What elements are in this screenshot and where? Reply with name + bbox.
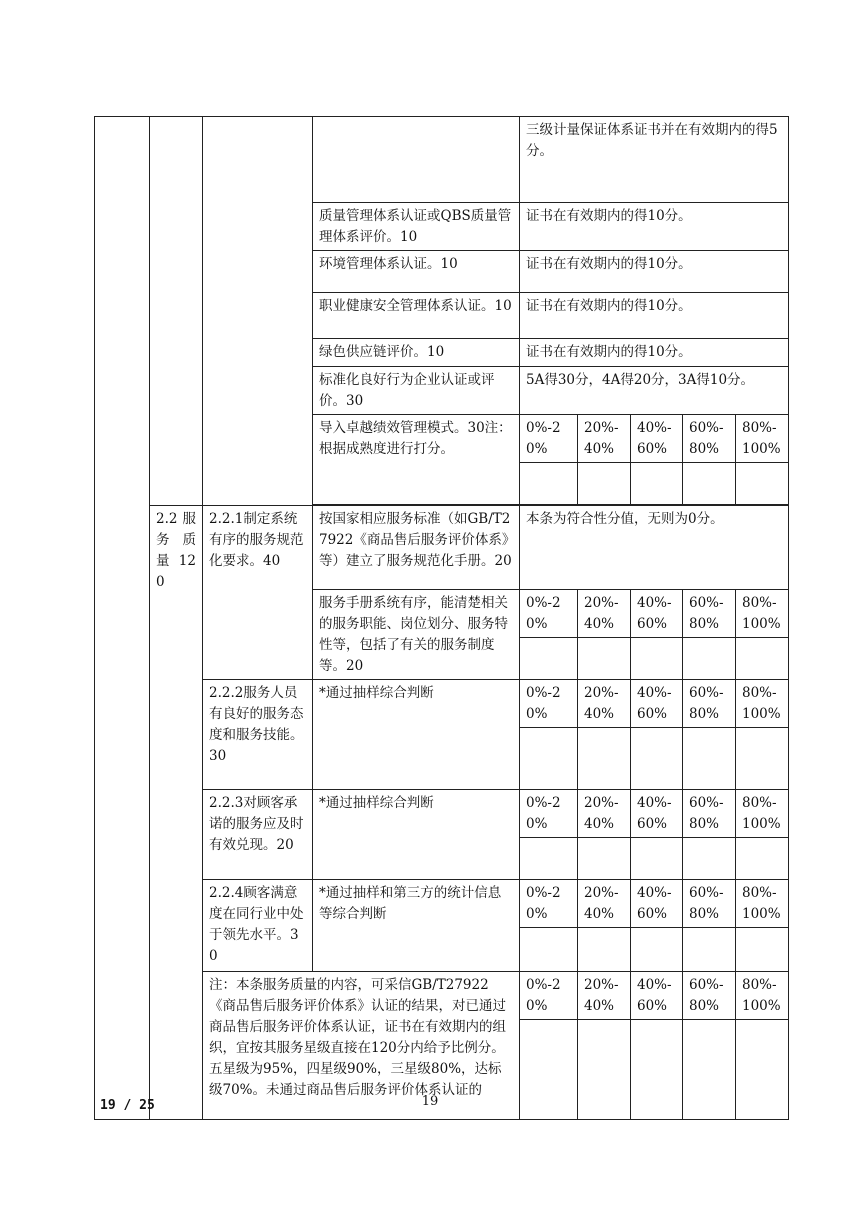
page-number: 19 (421, 1094, 439, 1109)
score-blank (631, 728, 683, 790)
item-quality-management: 质量管理体系认证或QBS质量管理体系评价。10 (313, 203, 520, 251)
score-range: 20%-40% (578, 590, 631, 638)
eval-2-2-1-a: 本条为符合性分值，无则为0分。 (520, 506, 789, 590)
item-cell-row0 (313, 117, 520, 203)
score-range: 40%-60% (631, 680, 683, 728)
item-green-supply-chain: 绿色供应链评价。10 (313, 339, 520, 367)
score-range: 20%-40% (578, 790, 631, 838)
score-blank (520, 463, 578, 505)
item-2-2-1-b: 服务手册系统有序，能清楚相关的服务职能、岗位划分、服务特性等，包括了有关的服务制度等。20 (313, 590, 520, 680)
score-range: 60%-80% (683, 680, 736, 728)
eval-environment-management: 证书在有效期内的得10分。 (520, 251, 789, 293)
score-blank (683, 928, 736, 972)
eval-standardization: 5A得30分，4A得20分，3A得10分。 (520, 367, 789, 415)
item-2-2-1-a: 按国家相应服务标准（如GB/T27922《商品售后服务评价体系》等）建立了服务规范化手册。20 (313, 506, 520, 590)
score-blank (683, 728, 736, 790)
score-blank (683, 463, 736, 505)
item-environment-management: 环境管理体系认证。10 (313, 251, 520, 293)
score-blank (520, 638, 578, 680)
score-blank (631, 838, 683, 880)
score-blank (631, 463, 683, 505)
scoring-table (94, 116, 789, 1120)
score-range: 0%-20% (520, 972, 578, 1020)
score-range: 0%-20% (520, 680, 578, 728)
item-excellence-performance: 导入卓越绩效管理模式。30注：根据成熟度进行打分。 (313, 415, 520, 505)
score-blank (736, 728, 789, 790)
clause-2-2-2: 2.2.2服务人员有良好的服务态度和服务技能。30 (203, 680, 313, 790)
item-2-2-2: *通过抽样综合判断 (313, 680, 520, 790)
category-column-cell (95, 117, 150, 1120)
section-2-2-label: 2.2 服 务 质 量 120 (150, 506, 203, 1120)
clause-2-2-1: 2.2.1制定系统有序的服务规范化要求。40 (203, 506, 313, 680)
score-range: 80%-100% (736, 972, 789, 1020)
clause-2-2-3: 2.2.3对顾客承诺的服务应及时有效兑现。20 (203, 790, 313, 880)
score-blank (520, 928, 578, 972)
item-2-2-3: *通过抽样综合判断 (313, 790, 520, 880)
score-blank (683, 638, 736, 680)
score-range: 20%-40% (578, 680, 631, 728)
score-range: 60%-80% (683, 415, 736, 463)
score-range: 0%-20% (520, 790, 578, 838)
score-range: 0%-20% (520, 880, 578, 928)
score-range: 0%-20% (520, 590, 578, 638)
score-range: 0%-20% (520, 415, 578, 463)
score-range: 80%-100% (736, 790, 789, 838)
item-occupational-health: 职业健康安全管理体系认证。10 (313, 293, 520, 339)
score-range: 60%-80% (683, 880, 736, 928)
score-range: 80%-100% (736, 590, 789, 638)
eval-cell-row0: 三级计量保证体系证书并在有效期内的得5分。 (520, 117, 789, 203)
score-range: 20%-40% (578, 415, 631, 463)
item-standardization: 标准化良好行为企业认证或评价。30 (313, 367, 520, 415)
eval-occupational-health: 证书在有效期内的得10分。 (520, 293, 789, 339)
score-range: 40%-60% (631, 590, 683, 638)
score-blank (736, 638, 789, 680)
score-range: 40%-60% (631, 972, 683, 1020)
score-range: 80%-100% (736, 880, 789, 928)
score-blank (578, 838, 631, 880)
item-2-2-4: *通过抽样和第三方的统计信息等综合判断 (313, 880, 520, 972)
subcategory-cell-2-1 (150, 117, 203, 506)
score-blank (520, 728, 578, 790)
score-blank (631, 638, 683, 680)
score-blank (520, 838, 578, 880)
score-range: 40%-60% (631, 415, 683, 463)
page-indicator: 19 / 25 (100, 1098, 155, 1113)
score-range: 40%-60% (631, 880, 683, 928)
score-range: 80%-100% (736, 680, 789, 728)
score-range: 20%-40% (578, 972, 631, 1020)
service-quality-note: 注：本条服务质量的内容，可采信GB/T27922《商品售后服务评价体系》认证的结果，对已通过商品售后服务评价体系认证，证书在有效期内的组织，宜按其服务星级直接在120分内给予比例分。五星级为95%，四星级90%，三星级80%，达标级70%。未通过商品售后服务评价体系认证的 (203, 972, 520, 1120)
score-blank (578, 638, 631, 680)
eval-green-supply-chain: 证书在有效期内的得10分。 (520, 339, 789, 367)
score-blank (736, 838, 789, 880)
score-range: 20%-40% (578, 880, 631, 928)
eval-quality-management: 证书在有效期内的得10分。 (520, 203, 789, 251)
score-blank (736, 463, 789, 505)
score-range: 60%-80% (683, 590, 736, 638)
score-blank (578, 463, 631, 505)
score-blank (631, 928, 683, 972)
score-range: 40%-60% (631, 790, 683, 838)
clause-cell-2-1 (203, 117, 313, 506)
score-blank (578, 928, 631, 972)
score-range: 60%-80% (683, 972, 736, 1020)
score-blank (683, 838, 736, 880)
score-range: 60%-80% (683, 790, 736, 838)
score-blank (736, 928, 789, 972)
score-blank (578, 728, 631, 790)
score-range: 80%-100% (736, 415, 789, 463)
clause-2-2-4: 2.2.4顾客满意度在同行业中处于领先水平。30 (203, 880, 313, 972)
